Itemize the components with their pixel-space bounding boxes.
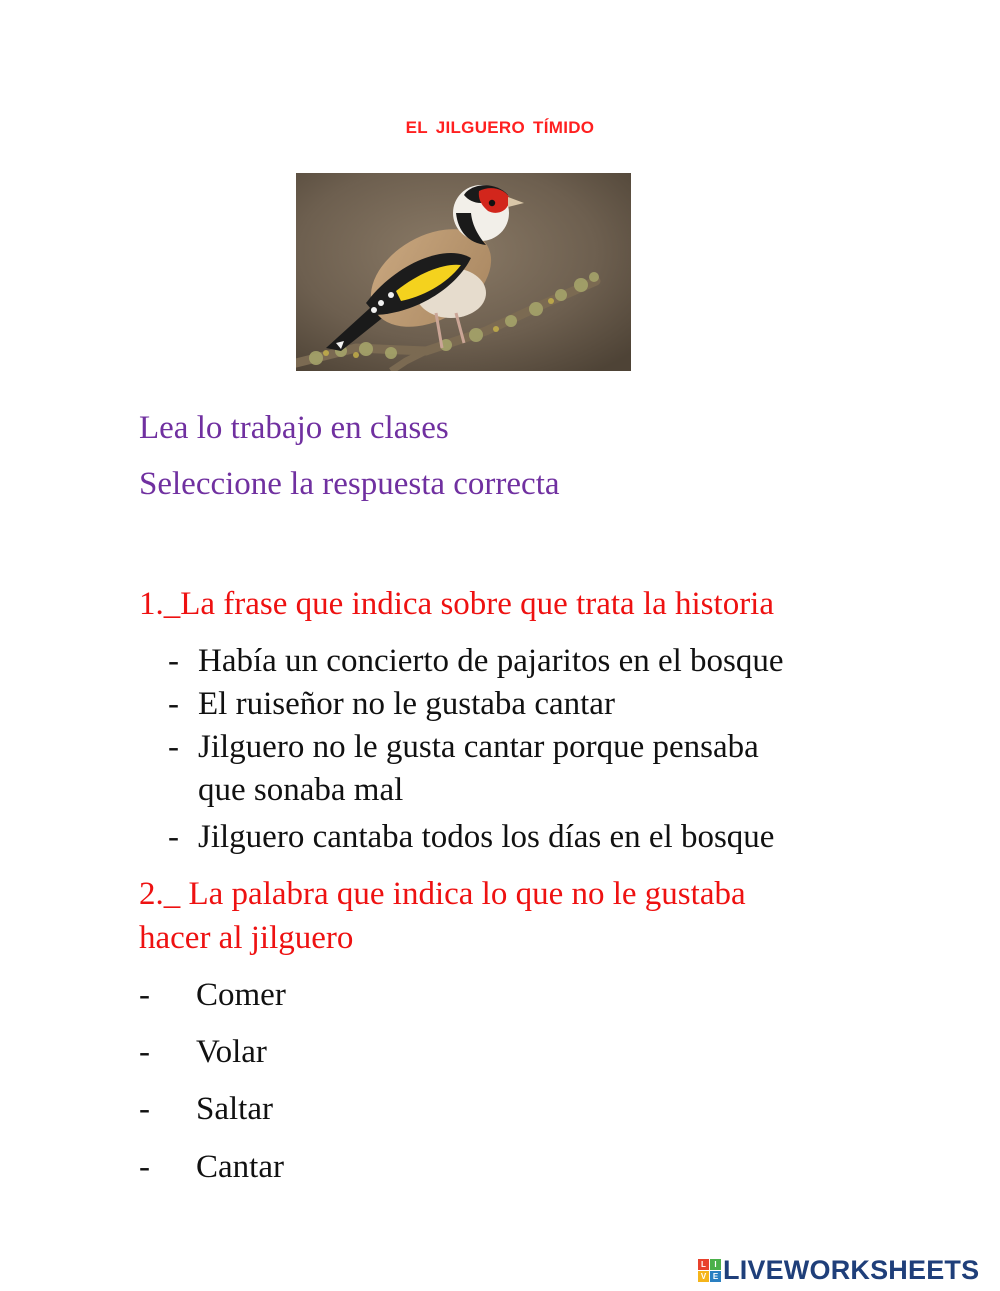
q1-option-3-text: Jilguero no le gusta cantar porque pensaba bbox=[198, 729, 759, 765]
question-2-line2: hacer al jilguero bbox=[139, 920, 354, 956]
option-dash: - bbox=[168, 643, 179, 679]
q2-option-4-text: Cantar bbox=[196, 1149, 284, 1185]
option-dash: - bbox=[139, 1034, 150, 1070]
logo-blocks-icon bbox=[698, 1259, 721, 1282]
instruction-select: Seleccione la respuesta correcta bbox=[139, 466, 560, 502]
q2-option-3-text: Saltar bbox=[196, 1091, 273, 1127]
question-2-line1: 2._ La palabra que indica lo que no le gustaba bbox=[139, 876, 746, 912]
logo-block: V bbox=[698, 1271, 709, 1282]
logo-block: E bbox=[710, 1271, 721, 1282]
option-dash: - bbox=[168, 819, 179, 855]
instruction-read: Lea lo trabajo en clases bbox=[139, 410, 449, 446]
q1-option-3-text-line2: que sonaba mal bbox=[198, 772, 404, 808]
brand-name: LIVEWORKSHEETS bbox=[723, 1254, 980, 1285]
q2-option-2-text: Volar bbox=[196, 1034, 267, 1070]
logo-block: I bbox=[710, 1259, 721, 1270]
option-dash: - bbox=[139, 977, 150, 1013]
option-dash: - bbox=[168, 729, 179, 765]
liveworksheets-logo bbox=[698, 1255, 979, 1285]
q1-option-4-text: Jilguero cantaba todos los días en el bosque bbox=[198, 819, 775, 855]
q1-option-1-text: Había un concierto de pajaritos en el bosque bbox=[198, 643, 784, 679]
worksheet-title: EL JILGUERO TÍMIDO bbox=[405, 118, 595, 137]
question-1: 1._La frase que indica sobre que trata la historia bbox=[139, 586, 774, 622]
option-dash: - bbox=[139, 1091, 150, 1127]
goldfinch-photo bbox=[296, 173, 631, 371]
q1-option-2-text: El ruiseñor no le gustaba cantar bbox=[198, 686, 615, 722]
logo-block: L bbox=[698, 1259, 709, 1270]
q2-option-1-text: Comer bbox=[196, 977, 286, 1013]
option-dash: - bbox=[168, 686, 179, 722]
option-dash: - bbox=[139, 1149, 150, 1185]
